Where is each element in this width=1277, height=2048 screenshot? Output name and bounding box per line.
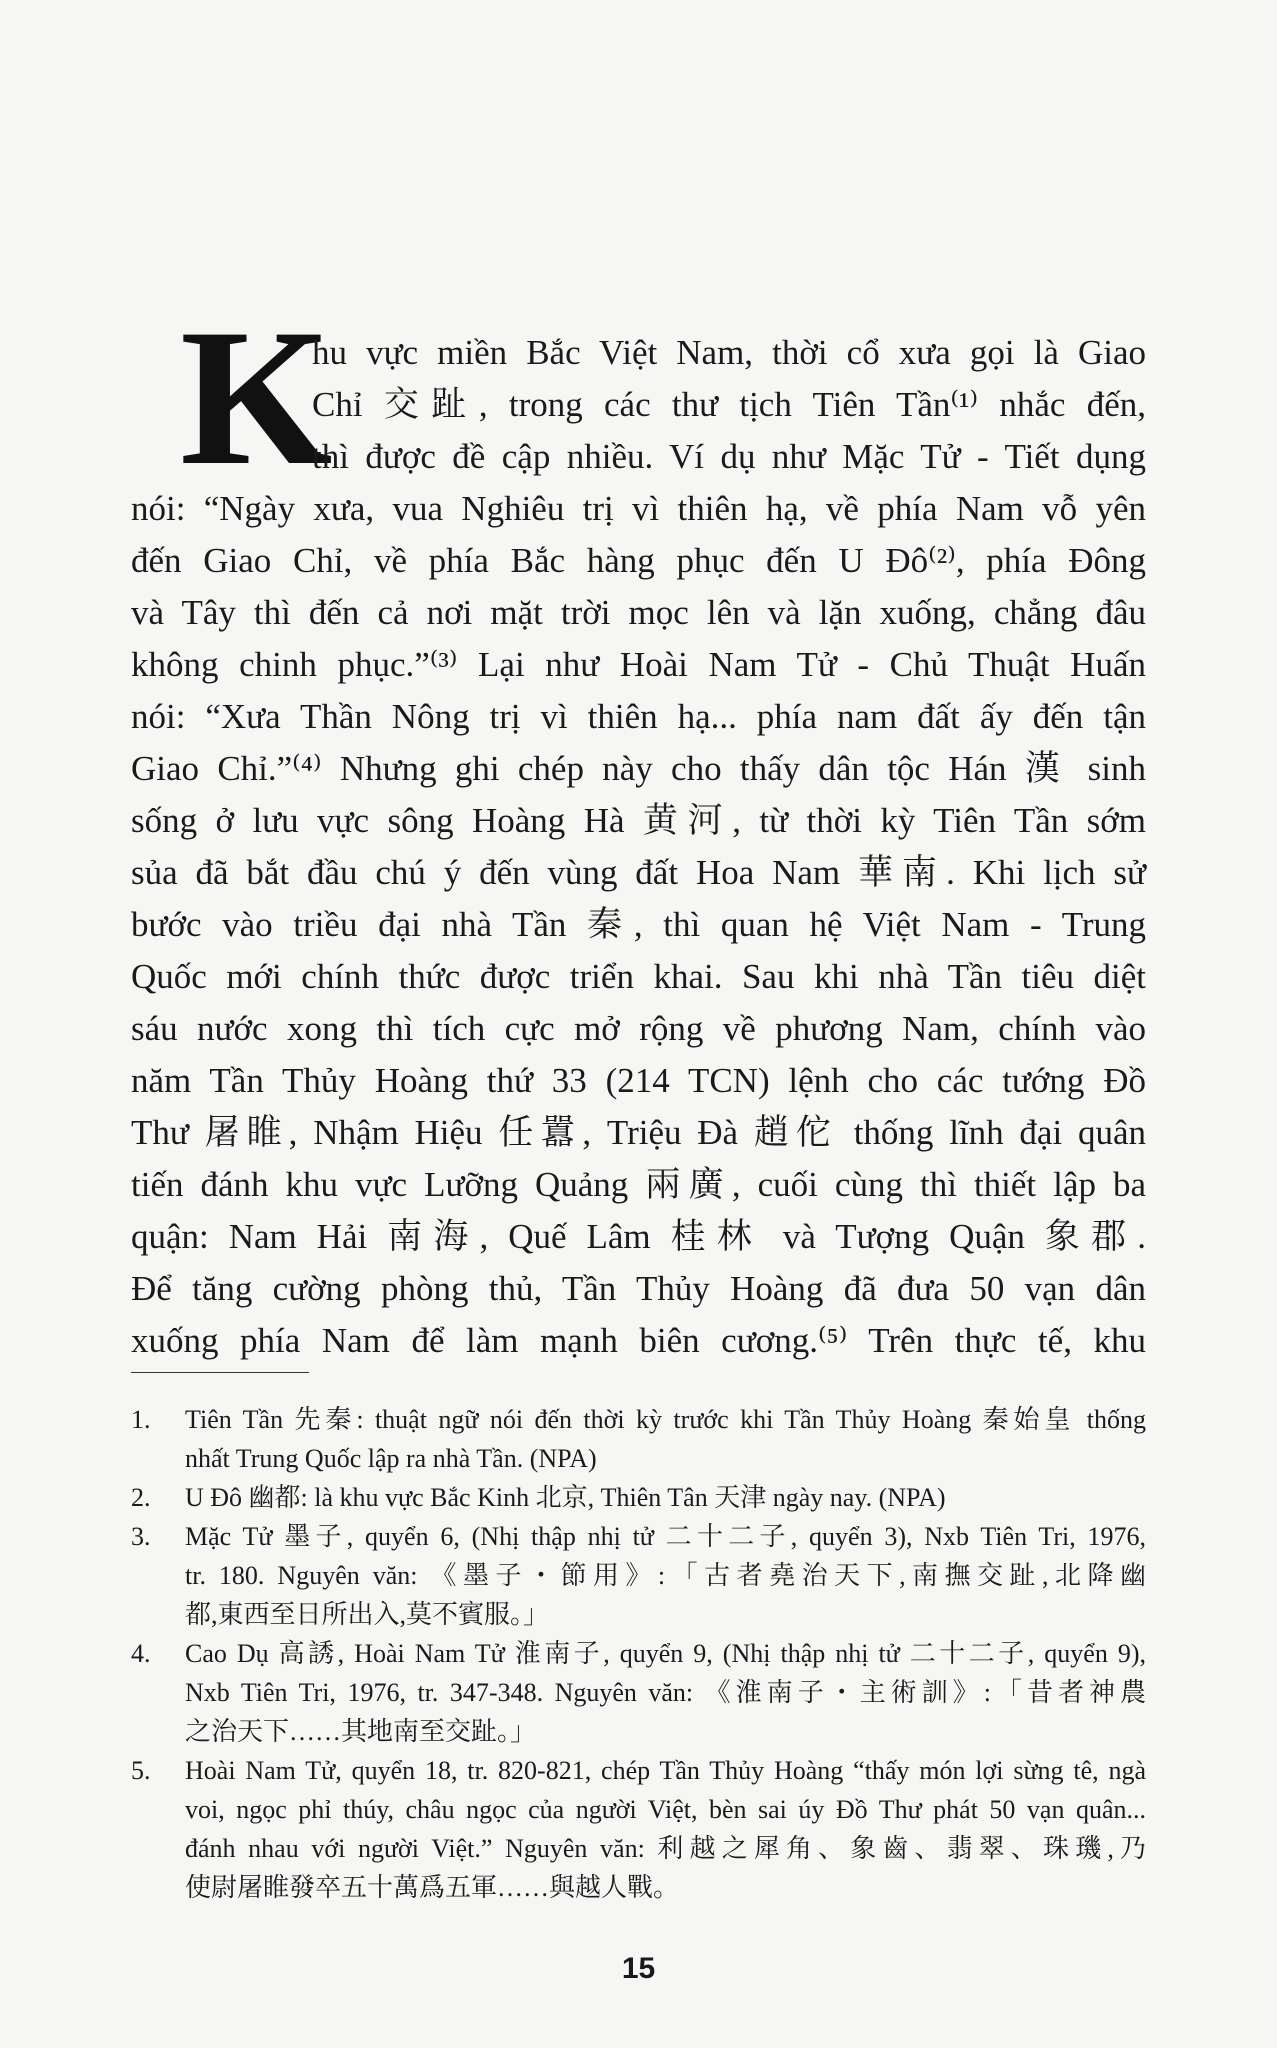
body-line: Giao Chỉ.”⁽⁴⁾ Nhưng ghi chép này cho thấy dân tộc Hán 漢 sinh (131, 749, 1146, 788)
footnote-line: đánh nhau với người Việt.” Nguyên văn: 利越之犀角、象齒、翡翠、珠璣,乃 (185, 1834, 1146, 1863)
body-line: Thư 屠睢, Nhậm Hiệu 任囂, Triệu Đà 趙佗 thống lĩnh đại quân (131, 1113, 1146, 1152)
footnote-line: tr. 180. Nguyên văn: 《墨子・節用》:「古者堯治天下,南撫交趾,北降幽 (185, 1561, 1146, 1590)
body-line: xuống phía Nam để làm mạnh biên cương.⁽⁵⁾ Trên thực tế, khu (131, 1321, 1146, 1360)
body-line: đến Giao Chỉ, về phía Bắc hàng phục đến U Đô⁽²⁾, phía Đông (131, 541, 1146, 580)
footnote-number: 3. (131, 1522, 151, 1551)
body-line: Quốc mới chính thức được triển khai. Sau khi nhà Tần tiêu diệt (131, 957, 1146, 996)
drop-cap: K (180, 289, 333, 506)
body-line: nói: “Ngày xưa, vua Nghiêu trị vì thiên hạ, về phía Nam vỗ yên (131, 489, 1146, 528)
footnote-line: Tiên Tần 先秦: thuật ngữ nói đến thời kỳ trước khi Tần Thủy Hoàng 秦始皇 thống (185, 1405, 1146, 1434)
body-line: năm Tần Thủy Hoàng thứ 33 (214 TCN) lệnh cho các tướng Đồ (131, 1061, 1146, 1100)
body-line: sống ở lưu vực sông Hoàng Hà 黄河, từ thời kỳ Tiên Tần sớm (131, 801, 1146, 840)
body-line: Chỉ 交趾, trong các thư tịch Tiên Tần⁽¹⁾ nhắc đến, (312, 385, 1146, 424)
body-line: hu vực miền Bắc Việt Nam, thời cổ xưa gọi là Giao (312, 333, 1146, 372)
footnote-line: Hoài Nam Tử, quyển 18, tr. 820-821, chép Tần Thủy Hoàng “thấy món lợi sừng tê, ngà (185, 1756, 1146, 1785)
footnote-line: 都,東西至日所出入,莫不賓服。」 (185, 1600, 550, 1629)
footnote-line: U Đô 幽都: là khu vực Bắc Kinh 北京, Thiên Tân 天津 ngày nay. (NPA) (185, 1483, 946, 1512)
footnote-number: 2. (131, 1483, 151, 1512)
footnote-number: 4. (131, 1639, 151, 1668)
footnote-line: 之治天下……其地南至交趾。」 (185, 1717, 537, 1746)
body-line: không chinh phục.”⁽³⁾ Lại như Hoài Nam Tử - Chủ Thuật Huấn (131, 645, 1146, 684)
footnote-number: 1. (131, 1405, 151, 1434)
footnote-line: Mặc Tử 墨子, quyển 6, (Nhị thập nhị tử 二十二子, quyển 3), Nxb Tiên Tri, 1976, (185, 1522, 1146, 1551)
body-line: bước vào triều đại nhà Tần 秦, thì quan hệ Việt Nam - Trung (131, 905, 1146, 944)
footnote-line: Nxb Tiên Tri, 1976, tr. 347-348. Nguyên văn: 《淮南子・主術訓》:「昔者神農 (185, 1678, 1146, 1707)
body-line: sáu nước xong thì tích cực mở rộng về phương Nam, chính vào (131, 1009, 1146, 1048)
body-line: sủa đã bắt đầu chú ý đến vùng đất Hoa Nam 華南. Khi lịch sử (131, 853, 1146, 892)
footnote-line: 使尉屠睢發卒五十萬爲五軍……與越人戰。 (185, 1873, 680, 1902)
body-line: Để tăng cường phòng thủ, Tần Thủy Hoàng đã đưa 50 vạn dân (131, 1269, 1146, 1308)
footnote-line: voi, ngọc phỉ thúy, châu ngọc của người Việt, bèn sai úy Đồ Thư phát 50 vạn quân... (185, 1795, 1146, 1824)
footnote-line: nhất Trung Quốc lập ra nhà Tần. (NPA) (185, 1444, 597, 1473)
body-line: thì được đề cập nhiều. Ví dụ như Mặc Tử - Tiết dụng (312, 437, 1146, 476)
footnote-number: 5. (131, 1756, 151, 1785)
footnote-divider (131, 1372, 309, 1373)
body-line: và Tây thì đến cả nơi mặt trời mọc lên và lặn xuống, chẳng đâu (131, 593, 1146, 632)
footnote-line: Cao Dụ 高誘, Hoài Nam Tử 淮南子, quyển 9, (Nhị thập nhị tử 二十二子, quyển 9), (185, 1639, 1146, 1668)
body-line: quận: Nam Hải 南海, Quế Lâm 桂林 và Tượng Quận 象郡. (131, 1217, 1146, 1256)
body-line: nói: “Xưa Thần Nông trị vì thiên hạ... phía nam đất ấy đến tận (131, 697, 1146, 736)
body-line: tiến đánh khu vực Lưỡng Quảng 兩廣, cuối cùng thì thiết lập ba (131, 1165, 1146, 1204)
page-number: 15 (621, 1952, 656, 1985)
